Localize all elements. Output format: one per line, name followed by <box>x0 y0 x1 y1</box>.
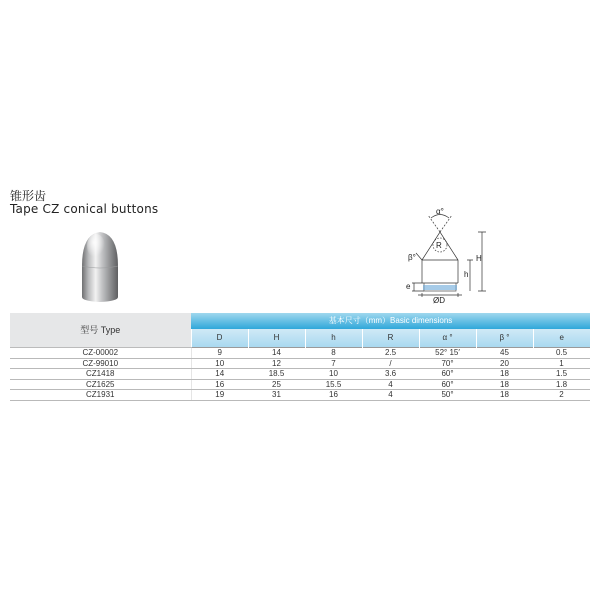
table-cell: 16 <box>305 390 362 401</box>
table-cell: 18 <box>476 390 533 401</box>
dimension-diagram <box>400 205 495 305</box>
table-cell: 4 <box>362 379 419 390</box>
table-cell: 45 <box>476 348 533 359</box>
table-cell: 2 <box>533 390 590 401</box>
table-cell: 1.5 <box>533 369 590 380</box>
table-cell: 7 <box>305 358 362 369</box>
column-header: β ° <box>476 329 533 348</box>
table-row <box>10 369 590 380</box>
table-cell: 18 <box>476 379 533 390</box>
table-cell: 15.5 <box>305 379 362 390</box>
alpha-label: α° <box>436 207 444 216</box>
column-header: D <box>191 329 248 348</box>
table-cell: / <box>362 358 419 369</box>
column-header: α ° <box>419 329 476 348</box>
table-cell: 10 <box>191 358 248 369</box>
column-header: R <box>362 329 419 348</box>
table-cell: 20 <box>476 358 533 369</box>
title-english: Tape CZ conical buttons <box>10 202 159 216</box>
table-cell: 14 <box>248 348 305 359</box>
table-row <box>10 379 590 390</box>
table-cell: 14 <box>191 369 248 380</box>
type-cell: CZ1931 <box>10 390 191 401</box>
table-cell: 1 <box>533 358 590 369</box>
diameter-label: ØD <box>433 296 445 305</box>
table-cell: 8 <box>305 348 362 359</box>
type-cell: CZ1418 <box>10 369 191 380</box>
big-h-label: H <box>476 254 482 263</box>
table-cell: 50° <box>419 390 476 401</box>
table-cell: 1.8 <box>533 379 590 390</box>
table-cell: 70° <box>419 358 476 369</box>
table-cell: 25 <box>248 379 305 390</box>
table-cell: 0.5 <box>533 348 590 359</box>
e-label: e <box>406 282 411 291</box>
table-cell: 2.5 <box>362 348 419 359</box>
table-cell: 3.6 <box>362 369 419 380</box>
table-row <box>10 390 590 401</box>
table-cell: 10 <box>305 369 362 380</box>
column-header: H <box>248 329 305 348</box>
table-row <box>10 348 590 359</box>
table-cell: 60° <box>419 379 476 390</box>
specification-table <box>10 313 590 401</box>
column-header: h <box>305 329 362 348</box>
table-row <box>10 358 590 369</box>
table-cell: 18 <box>476 369 533 380</box>
table-cell: 16 <box>191 379 248 390</box>
dimensions-header: 基本尺寸（mm）Basic dimensions <box>191 313 590 329</box>
beta-label: β° <box>408 253 416 262</box>
table-cell: 19 <box>191 390 248 401</box>
table-cell: 52° 15′ <box>419 348 476 359</box>
table-cell: 4 <box>362 390 419 401</box>
column-header: e <box>533 329 590 348</box>
type-header: 型号 Type <box>10 313 191 348</box>
small-h-label: h <box>464 270 469 279</box>
type-cell: CZ1625 <box>10 379 191 390</box>
table-cell: 12 <box>248 358 305 369</box>
radius-label: R <box>436 241 442 250</box>
type-cell: CZ-00002 <box>10 348 191 359</box>
conical-button-image <box>72 228 128 304</box>
type-cell: CZ-99010 <box>10 358 191 369</box>
table-cell: 31 <box>248 390 305 401</box>
table-cell: 18.5 <box>248 369 305 380</box>
table-cell: 60° <box>419 369 476 380</box>
table-cell: 9 <box>191 348 248 359</box>
title-chinese: 锥形齿 <box>10 189 47 203</box>
